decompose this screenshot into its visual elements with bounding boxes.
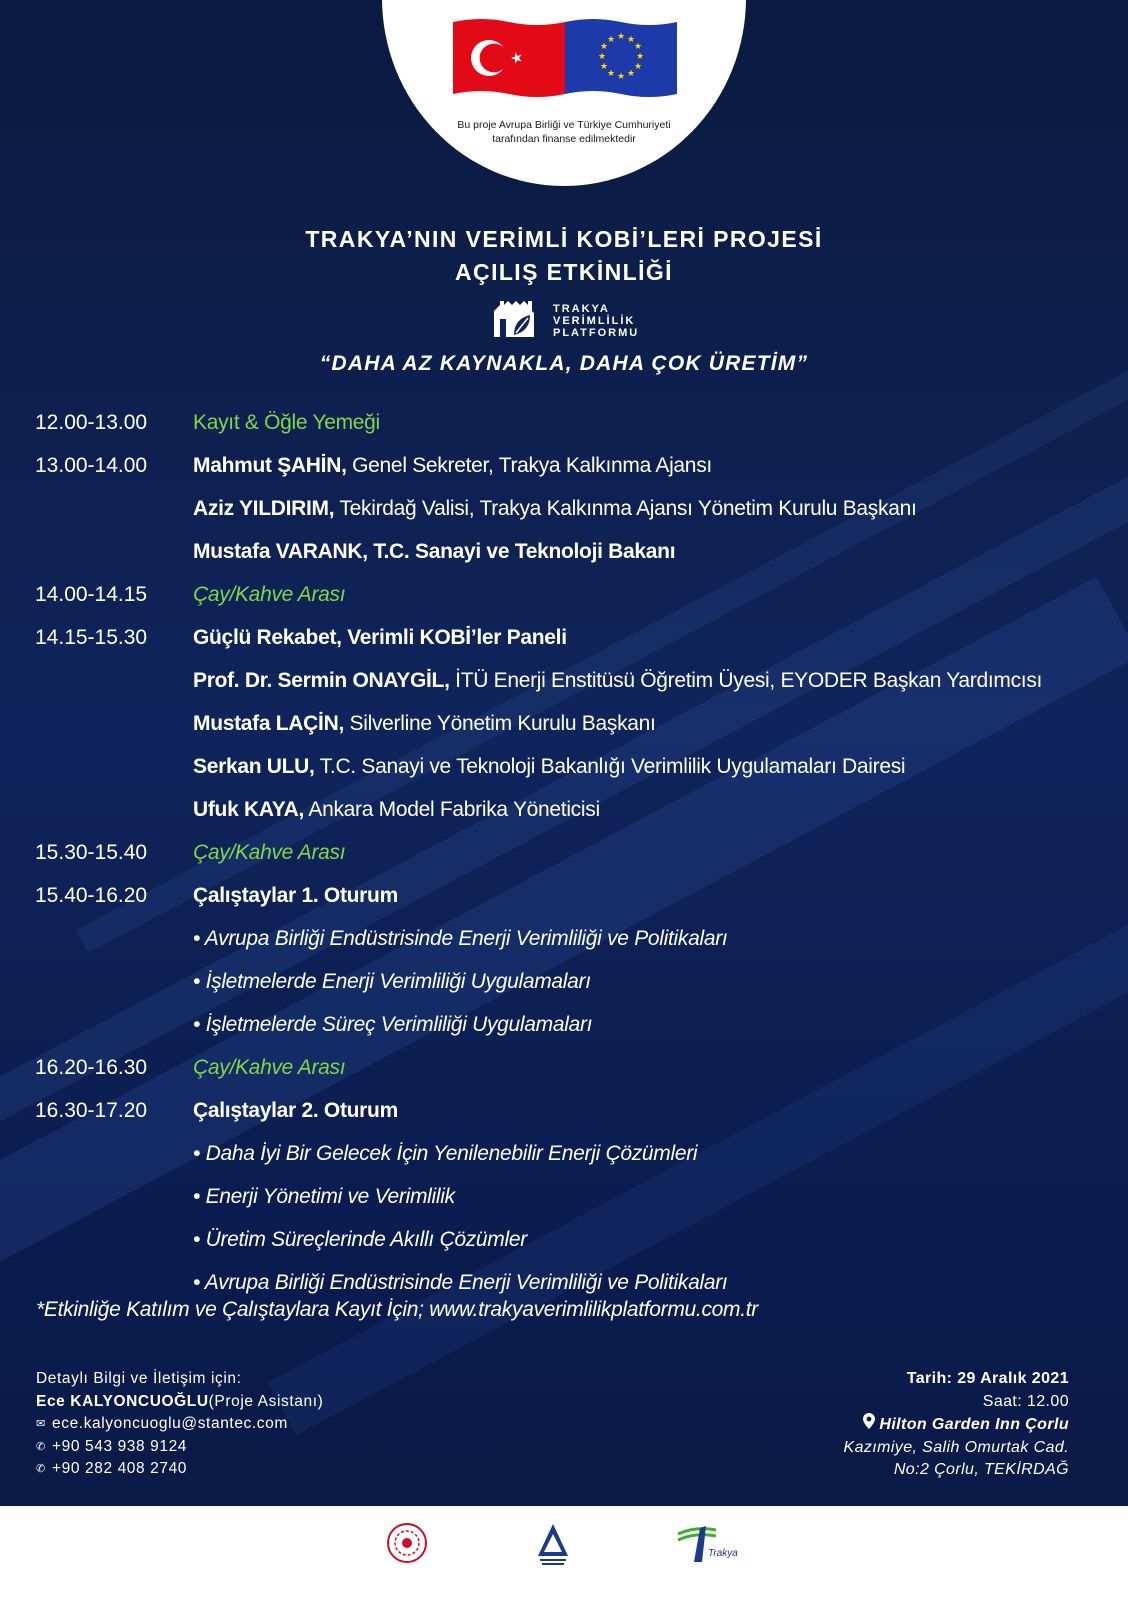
agenda-content xyxy=(193,1228,1120,1252)
map-pin-icon xyxy=(863,1413,875,1429)
contact-heading: Detaylı Bilgi ve İletişim için: xyxy=(36,1370,242,1387)
agenda-lead: Çay/Kahve Arası xyxy=(193,1055,346,1079)
agenda-content xyxy=(193,1271,1120,1295)
agenda-lead: Mustafa LAÇİN, xyxy=(193,711,344,735)
contact-person xyxy=(36,1391,323,1414)
agenda-time: 12.00-13.00 xyxy=(35,410,148,434)
agenda-time: 14.15-15.30 xyxy=(35,625,148,649)
agenda-row xyxy=(35,1175,1120,1218)
agenda-row xyxy=(35,487,1120,530)
agenda-time: 15.30-15.40 xyxy=(35,840,148,864)
agenda-row xyxy=(35,1003,1120,1046)
agenda-content xyxy=(193,712,1120,736)
agenda-detail: T.C. Sanayi ve Teknoloji Bakanlığı Verimlilik Uygulamaları Dairesi xyxy=(314,754,906,778)
agenda-row xyxy=(35,1089,1120,1132)
agenda-row xyxy=(35,1046,1120,1089)
agenda-lead: Çay/Kahve Arası xyxy=(193,582,346,606)
event-details xyxy=(844,1368,1070,1482)
svg-text:★: ★ xyxy=(633,42,643,52)
agenda-lead: Güçlü Rekabet, Verimli KOBİ’ler Paneli xyxy=(193,625,567,649)
ministry-seal-logo xyxy=(386,1518,428,1570)
agenda-content xyxy=(193,454,1120,478)
svg-text:★: ★ xyxy=(616,32,626,42)
registration-note: *Etkinliğe Katılım ve Çalıştaylara Kayıt İçin; www.trakyaverimlilikplatformu.com.tr xyxy=(36,1298,758,1321)
agenda-row xyxy=(35,917,1120,960)
footer xyxy=(0,1506,1128,1600)
event-date: Tarih: 29 Aralık 2021 xyxy=(906,1370,1069,1387)
contact-phone[interactable]: +90 543 938 9124 xyxy=(52,1437,188,1455)
agenda-lead: Mahmut ŞAHİN, xyxy=(193,453,347,477)
platform-name-line: VERİMLİLİK xyxy=(553,315,636,327)
contact-phone-row xyxy=(36,1458,323,1481)
agenda-lead: Çalıştaylar 2. Oturum xyxy=(193,1098,398,1122)
svg-text:★: ★ xyxy=(633,62,643,72)
agenda-lead: Aziz YILDIRIM, xyxy=(193,496,335,520)
agenda-content xyxy=(193,970,1120,994)
agenda-content xyxy=(193,927,1120,951)
agenda-lead: Prof. Dr. Sermin ONAYGİL, xyxy=(193,668,450,692)
agenda-row xyxy=(35,659,1120,702)
agenda-lead: Çay/Kahve Arası xyxy=(193,840,346,864)
agenda-row xyxy=(35,874,1120,917)
agenda-lead: Mustafa VARANK, T.C. Sanayi ve Teknoloji Bakanı xyxy=(193,539,676,563)
slogan: “DAHA AZ KAYNAKLA, DAHA ÇOK ÜRETİM” xyxy=(319,352,809,375)
svg-text:★: ★ xyxy=(635,52,645,62)
contact-info xyxy=(36,1368,323,1481)
agenda-content xyxy=(193,841,1120,865)
agenda-detail: • İşletmelerde Süreç Verimliliği Uygulamaları xyxy=(193,1012,593,1036)
funding-statement xyxy=(430,118,698,146)
contact-phone-row xyxy=(36,1436,323,1459)
funding-line: Bu proje Avrupa Birliği ve Türkiye Cumhuriyeti xyxy=(457,119,671,131)
agenda-row xyxy=(35,1132,1120,1175)
trakya-logo-text: Trakya xyxy=(708,1548,738,1559)
agenda-detail: Ankara Model Fabrika Yöneticisi xyxy=(303,797,600,821)
agenda-lead: Ufuk KAYA, xyxy=(193,797,304,821)
agenda-content xyxy=(193,1099,1120,1123)
agenda-lead: Serkan ULU, xyxy=(193,754,315,778)
agenda-content xyxy=(193,540,1120,564)
svg-text:★: ★ xyxy=(606,35,616,45)
platform-logo-icon xyxy=(492,297,536,339)
agenda-lead: Kayıt & Öğle Yemeği xyxy=(193,410,380,434)
agenda-content xyxy=(193,497,1120,521)
agenda-detail: İTÜ Enerji Enstitüsü Öğretim Üyesi, EYODER Başkan Yardımcısı xyxy=(449,668,1043,692)
agenda-content xyxy=(193,669,1120,693)
agenda-row xyxy=(35,702,1120,745)
contact-email[interactable]: ece.kalyoncuoglu@stantec.com xyxy=(52,1415,288,1432)
agenda-content xyxy=(193,755,1120,779)
agenda-lead: Çalıştaylar 1. Oturum xyxy=(193,883,398,907)
agenda-row xyxy=(35,573,1120,616)
agenda-row xyxy=(35,1218,1120,1261)
svg-text:★: ★ xyxy=(599,42,609,52)
platform-name xyxy=(553,303,639,339)
agenda-row xyxy=(35,401,1120,444)
svg-text:★: ★ xyxy=(606,69,616,79)
agenda-content xyxy=(193,411,1120,435)
svg-text:★: ★ xyxy=(597,52,607,62)
agenda-content xyxy=(193,1013,1120,1037)
agenda-row xyxy=(35,530,1120,573)
agenda-content xyxy=(193,884,1120,908)
agenda-row xyxy=(35,444,1120,487)
phone-icon: ✆ xyxy=(36,1463,46,1475)
agenda-time: 16.30-17.20 xyxy=(35,1098,148,1122)
event-venue: Hilton Garden Inn Çorlu xyxy=(879,1416,1069,1433)
svg-text:★: ★ xyxy=(626,69,636,79)
agenda-time: 15.40-16.20 xyxy=(35,883,148,907)
svg-text:★: ★ xyxy=(599,62,609,72)
platform-name-line: TRAKYA xyxy=(553,303,610,315)
page-title: TRAKYA’NIN VERİMLİ KOBİ’LERİ PROJESİ xyxy=(305,226,823,252)
svg-text:★: ★ xyxy=(616,72,626,82)
agenda-row xyxy=(35,745,1120,788)
agenda-content xyxy=(193,1056,1120,1080)
phone-icon: ✆ xyxy=(36,1440,46,1453)
agenda-content xyxy=(193,1142,1120,1166)
agenda-detail: Genel Sekreter, Trakya Kalkınma Ajansı xyxy=(346,453,712,477)
event-venue-row xyxy=(844,1413,1070,1437)
agenda-time: 16.20-16.30 xyxy=(35,1055,148,1079)
funding-line: tarafından finanse edilmektedir xyxy=(492,133,636,145)
agenda-row xyxy=(35,788,1120,831)
agenda-detail: • Üretim Süreçlerinde Akıllı Çözümler xyxy=(193,1227,527,1251)
agenda-content xyxy=(193,798,1120,822)
agenda-row xyxy=(35,960,1120,1003)
agenda-detail: • Avrupa Birliği Endüstrisinde Enerji Verimliliği ve Politikaları xyxy=(193,1270,728,1294)
page-subtitle: AÇILIŞ ETKİNLİĞİ xyxy=(455,259,673,285)
contact-role: (Proje Asistanı) xyxy=(208,1392,324,1410)
contact-phone[interactable]: +90 282 408 2740 xyxy=(52,1460,188,1477)
agenda xyxy=(35,401,1120,1304)
trakya-agency-logo xyxy=(676,1520,756,1568)
agenda-detail: • Avrupa Birliği Endüstrisinde Enerji Verimliliği ve Politikaları xyxy=(193,926,728,950)
envelope-icon: ✉ xyxy=(36,1418,46,1430)
platform-name-line: PLATFORMU xyxy=(553,327,640,339)
agenda-content xyxy=(193,583,1120,607)
event-address: No:2 Çorlu, TEKİRDAĞ xyxy=(893,1461,1069,1478)
eu-flag-icon xyxy=(565,16,677,100)
agenda-row xyxy=(35,616,1120,659)
agenda-content xyxy=(193,626,1120,650)
contact-email-row xyxy=(36,1413,323,1436)
turkey-flag-icon xyxy=(453,16,565,100)
agenda-time: 13.00-14.00 xyxy=(35,453,148,477)
agenda-detail: Tekirdağ Valisi, Trakya Kalkınma Ajansı Yönetim Kurulu Başkanı xyxy=(334,496,917,520)
event-time: Saat: 12.00 xyxy=(982,1392,1069,1410)
agenda-time: 14.00-14.15 xyxy=(35,582,148,606)
contact-name: Ece KALYONCUOĞLU xyxy=(36,1392,209,1410)
svg-text:★: ★ xyxy=(626,35,636,45)
agenda-detail: • İşletmelerde Enerji Verimliliği Uygulamaları xyxy=(193,969,591,993)
event-address: Kazımiye, Salih Omurtak Cad. xyxy=(843,1438,1069,1456)
agenda-content xyxy=(193,1185,1120,1209)
development-agency-logo xyxy=(536,1522,570,1568)
agenda-detail: • Enerji Yönetimi ve Verimlilik xyxy=(193,1184,455,1208)
agenda-row xyxy=(35,831,1120,874)
agenda-detail: • Daha İyi Bir Gelecek İçin Yenilenebilir Enerji Çözümleri xyxy=(193,1141,698,1165)
agenda-detail: Silverline Yönetim Kurulu Başkanı xyxy=(343,711,656,735)
